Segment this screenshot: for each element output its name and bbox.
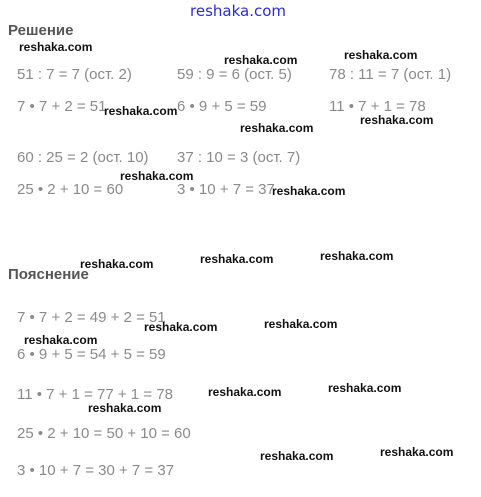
solution-expression: 37 : 10 = 3 (ост. 7) [177,149,301,166]
solution-expression: 25 • 2 + 10 = 60 [17,181,124,198]
watermark: reshaka.com [380,445,454,459]
explanation-heading: Пояснение [8,266,89,283]
watermark: reshaka.com [120,169,194,183]
solution-expression: 11 • 7 + 1 = 78 [329,98,426,115]
solution-expression: 7 • 7 + 2 = 51 [17,98,107,115]
watermark: reshaka.com [88,401,162,415]
explanation-line: 7 • 7 + 2 = 49 + 2 = 51 [17,309,166,326]
solution-expression: 60 : 25 = 2 (ост. 10) [17,149,149,166]
solution-expression: 3 • 10 + 7 = 37 [177,181,275,198]
watermark: reshaka.com [200,252,274,266]
watermark: reshaka.com [144,320,218,334]
watermark: reshaka.com [320,249,394,263]
watermark: reshaka.com [208,385,282,399]
watermark: reshaka.com [328,381,402,395]
explanation-line: 6 • 9 + 5 = 54 + 5 = 59 [17,346,166,363]
watermark: reshaka.com [264,317,338,331]
watermark: reshaka.com [240,121,314,135]
solution-expression: 6 • 9 + 5 = 59 [177,98,267,115]
watermark: reshaka.com [360,113,434,127]
solution-expression: 78 : 11 = 7 (ост. 1) [329,66,452,83]
watermark: reshaka.com [24,333,98,347]
explanation-line: 3 • 10 + 7 = 30 + 7 = 37 [17,462,175,479]
watermark: reshaka.com [80,257,154,271]
watermark: reshaka.com [224,53,298,67]
explanation-line: 25 • 2 + 10 = 50 + 10 = 60 [17,425,191,442]
solution-expression: 51 : 7 = 7 (ост. 2) [17,66,132,83]
watermark: reshaka.com [104,104,178,118]
watermark: reshaka.com [260,449,334,463]
explanation-line: 11 • 7 + 1 = 77 + 1 = 78 [17,386,173,403]
watermark: reshaka.com [344,48,418,62]
watermark: reshaka.com [19,40,93,54]
solution-expression: 59 : 9 = 6 (ост. 5) [177,66,292,83]
site-logo[interactable]: reshaka.com [190,2,286,20]
watermark: reshaka.com [272,184,346,198]
solution-heading: Решение [8,22,74,39]
